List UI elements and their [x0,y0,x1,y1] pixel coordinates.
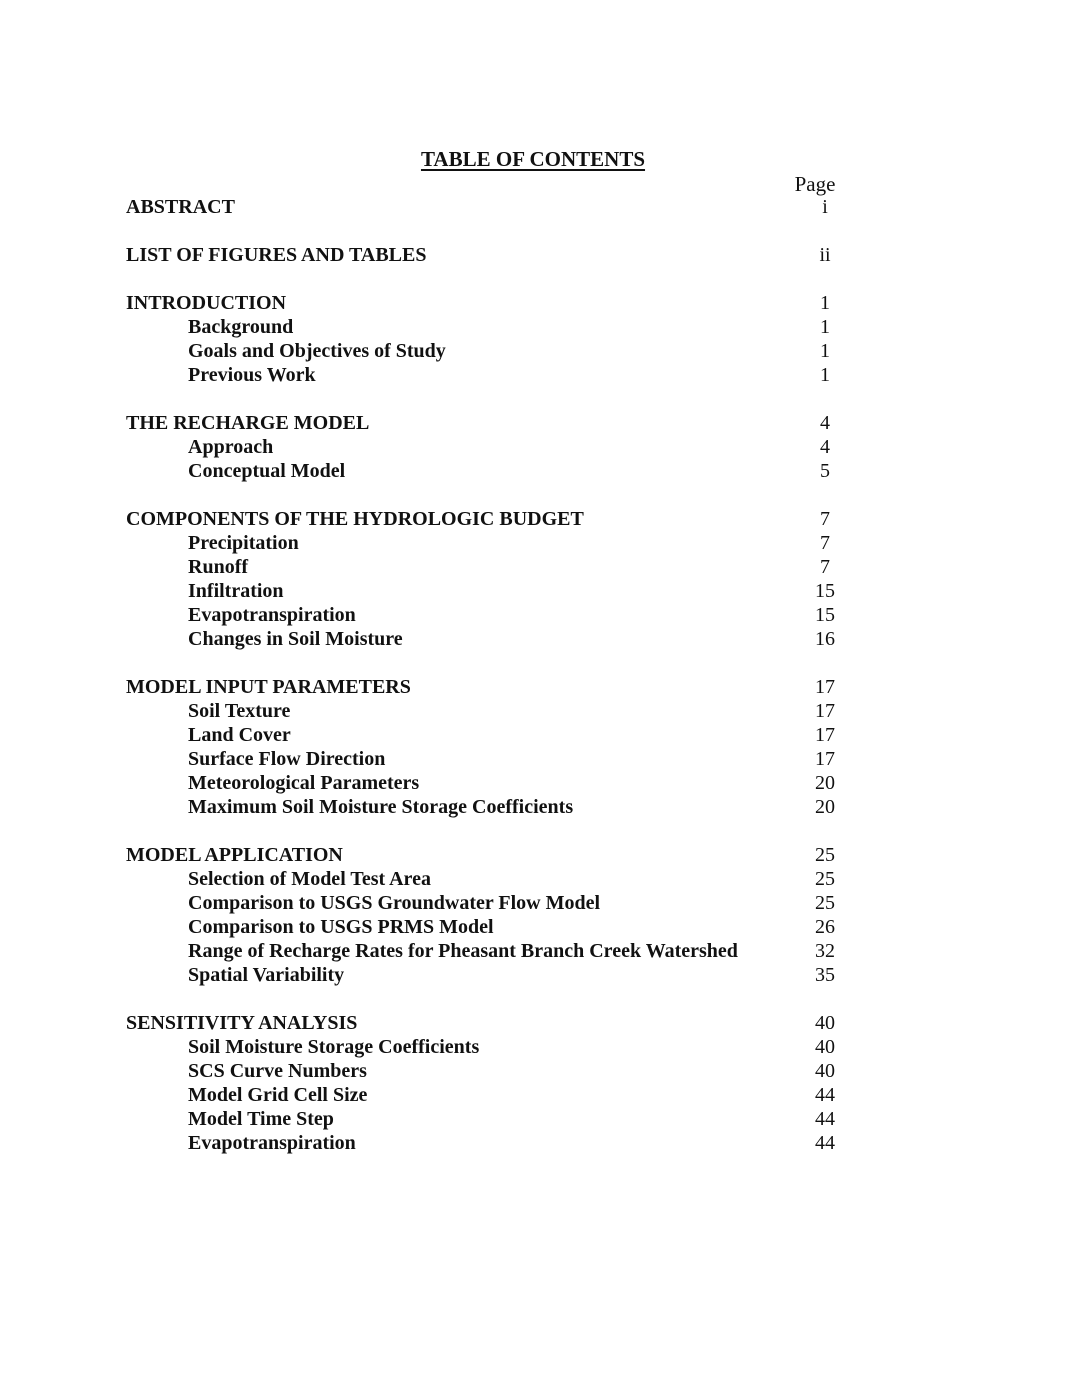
toc-subsection-title: Maximum Soil Moisture Storage Coefficients [188,796,574,818]
toc-subsection-title: Goals and Objectives of Study [188,340,446,362]
toc-page-number: 1 [820,292,830,314]
section-spacer [0,267,1066,291]
toc-section-title: SENSITIVITY ANALYSIS [126,1012,358,1034]
toc-section-title: THE RECHARGE MODEL [126,412,370,434]
toc-subsection-title: Conceptual Model [188,460,346,482]
toc-subsection-row[interactable] [0,603,1066,627]
toc-page-number: 26 [815,916,835,938]
toc-subsection-row[interactable] [0,795,1066,819]
toc-section-title: ABSTRACT [126,196,235,218]
toc-subsection-title: Evapotranspiration [188,604,356,626]
toc-page-number: 35 [815,964,835,986]
toc-subsection-title: Selection of Model Test Area [188,868,431,890]
toc-section-row[interactable] [0,291,1066,315]
toc-subsection-title: Comparison to USGS Groundwater Flow Model [188,892,601,914]
toc-page-number: 25 [815,868,835,890]
toc-page-number: 7 [820,556,830,578]
toc-page-number: 25 [815,892,835,914]
toc-page-number: 17 [815,748,835,770]
toc-subsection-title: Runoff [188,556,249,578]
toc-subsection-title: Changes in Soil Moisture [188,628,403,650]
section-spacer [0,387,1066,411]
toc-subsection-row[interactable] [0,315,1066,339]
toc-subsection-title: Surface Flow Direction [188,748,386,770]
toc-section-row[interactable] [0,411,1066,435]
toc-subsection-row[interactable] [0,1035,1066,1059]
toc-subsection-row[interactable] [0,867,1066,891]
section-spacer [0,219,1066,243]
toc-page-number: 1 [820,364,830,386]
toc-subsection-title: Infiltration [188,580,284,602]
toc-page-number: 25 [815,844,835,866]
toc-page-number: 15 [815,604,835,626]
toc-subsection-title: Land Cover [188,724,291,746]
toc-section-row[interactable] [0,243,1066,267]
toc-section-title: MODEL INPUT PARAMETERS [126,676,411,698]
toc-subsection-row[interactable] [0,891,1066,915]
toc-section-row[interactable] [0,507,1066,531]
toc-page-number: 20 [815,772,835,794]
toc-subsection-title: Meteorological Parameters [188,772,420,794]
toc-list [0,195,1066,1155]
toc-subsection-row[interactable] [0,555,1066,579]
toc-subsection-title: Model Time Step [188,1108,334,1130]
section-spacer [0,651,1066,675]
toc-page-number: 44 [815,1132,835,1154]
toc-page-number: 1 [820,340,830,362]
toc-subsection-row[interactable] [0,435,1066,459]
toc-page-number: 5 [820,460,830,482]
toc-page-number: ii [819,244,831,266]
toc-page-number: 7 [820,508,830,530]
toc-page-number: 17 [815,700,835,722]
toc-page-number: 4 [820,436,830,458]
toc-subsection-title: Spatial Variability [188,964,345,986]
toc-page-number: 16 [815,628,835,650]
toc-subsection-row[interactable] [0,627,1066,651]
toc-subsection-title: Comparison to USGS PRMS Model [188,916,494,938]
toc-subsection-row[interactable] [0,459,1066,483]
toc-subsection-title: Approach [188,436,274,458]
toc-section-title: LIST OF FIGURES AND TABLES [126,244,427,266]
toc-page-number: 20 [815,796,835,818]
toc-subsection-title: Range of Recharge Rates for Pheasant Branch Creek Watershed [188,940,738,962]
toc-section-row[interactable] [0,1011,1066,1035]
toc-page-number: 17 [815,724,835,746]
toc-subsection-row[interactable] [0,531,1066,555]
toc-subsection-row[interactable] [0,915,1066,939]
toc-page-number: 1 [820,316,830,338]
toc-subsection-title: Evapotranspiration [188,1132,356,1154]
toc-page-number: 40 [815,1036,835,1058]
toc-page-number: 44 [815,1084,835,1106]
toc-subsection-title: Previous Work [188,364,316,386]
toc-page-number: 15 [815,580,835,602]
toc-page-number: i [822,196,828,218]
page-title: TABLE OF CONTENTS [420,147,646,171]
toc-subsection-title: Background [188,316,294,338]
section-spacer [0,483,1066,507]
toc-subsection-row[interactable] [0,699,1066,723]
toc-subsection-row[interactable] [0,723,1066,747]
toc-subsection-row[interactable] [0,1131,1066,1155]
toc-subsection-row[interactable] [0,747,1066,771]
toc-section-title: COMPONENTS OF THE HYDROLOGIC BUDGET [126,508,584,530]
page-column-header: Page [794,172,836,196]
section-spacer [0,819,1066,843]
section-spacer [0,987,1066,1011]
toc-subsection-row[interactable] [0,963,1066,987]
toc-section-title: INTRODUCTION [126,292,287,314]
toc-subsection-row[interactable] [0,339,1066,363]
toc-subsection-title: Soil Texture [188,700,291,722]
toc-subsection-title: SCS Curve Numbers [188,1060,367,1082]
toc-section-row[interactable] [0,843,1066,867]
toc-section-row[interactable] [0,195,1066,219]
toc-subsection-row[interactable] [0,1083,1066,1107]
toc-section-row[interactable] [0,675,1066,699]
toc-page-number: 7 [820,532,830,554]
toc-subsection-row[interactable] [0,1059,1066,1083]
toc-subsection-row[interactable] [0,771,1066,795]
toc-subsection-title: Precipitation [188,532,299,554]
toc-page-number: 4 [820,412,830,434]
toc-subsection-row[interactable] [0,579,1066,603]
toc-subsection-title: Model Grid Cell Size [188,1084,368,1106]
toc-page-number: 40 [815,1012,835,1034]
toc-page-number: 17 [815,676,835,698]
toc-subsection-row[interactable] [0,363,1066,387]
toc-page-number: 32 [815,940,835,962]
toc-page-number: 40 [815,1060,835,1082]
toc-section-title: MODEL APPLICATION [126,844,343,866]
toc-subsection-row[interactable] [0,939,1066,963]
toc-subsection-row[interactable] [0,1107,1066,1131]
toc-subsection-title: Soil Moisture Storage Coefficients [188,1036,480,1058]
toc-page-number: 44 [815,1108,835,1130]
